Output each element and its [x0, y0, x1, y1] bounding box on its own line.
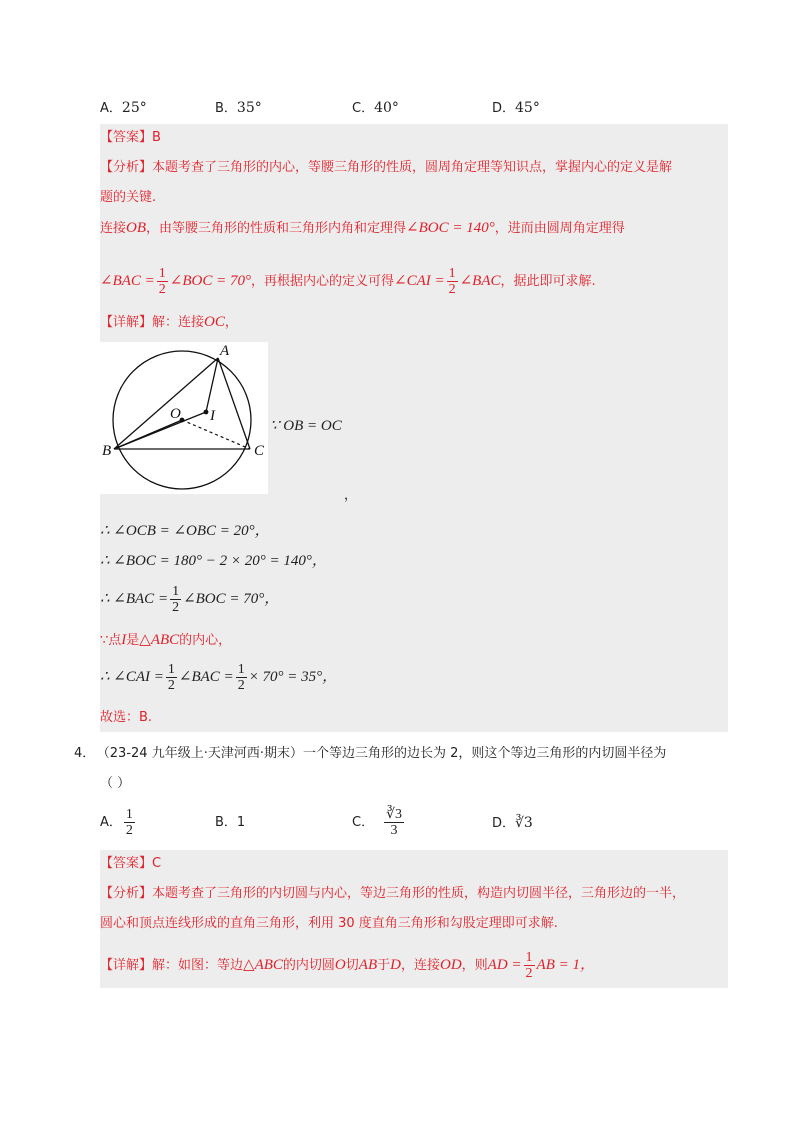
- q3-conclusion: [100, 708, 152, 728]
- analysis-tag: 【分析】: [100, 886, 153, 901]
- fraction-half: [166, 662, 177, 693]
- fraction-half: [447, 266, 458, 297]
- frac-num: 1: [167, 662, 175, 677]
- q3-step-5: [100, 660, 337, 695]
- frac-num: 1: [237, 662, 245, 677]
- math-step: ∠BOC = 70°，: [183, 591, 280, 607]
- frac-num: ∛3: [386, 807, 402, 822]
- fraction-half: [236, 662, 247, 693]
- q3-analysis-line-2: [100, 188, 156, 208]
- q4-option-c: [352, 804, 406, 842]
- detail-tag: 【详解】: [100, 958, 153, 973]
- text: ，由等腰三角形的性质和三角形内角和定理得: [146, 221, 407, 236]
- q3-option-d: [492, 98, 540, 119]
- math-step: × 70° = 35°，: [248, 669, 338, 685]
- analysis-text: 本题考查了三角形的内切圆与内心，等边三角形的性质，构造内切圆半径，三角形边的一半，: [152, 886, 686, 901]
- q3-because-ob-oc: [270, 416, 342, 437]
- fraction-half: [157, 266, 168, 297]
- frac-num: 1: [448, 266, 456, 281]
- q4-analysis-line-2: [100, 914, 558, 934]
- q4-option-b: [215, 813, 245, 833]
- q3-analysis-line-1: [100, 158, 672, 178]
- q4-answer-row: [100, 854, 161, 874]
- option-label: D．: [492, 101, 516, 116]
- label-a: A: [220, 343, 230, 359]
- point-i: [204, 410, 209, 415]
- math-o: O: [334, 957, 346, 973]
- q3-option-a: [100, 98, 147, 119]
- q3-option-b: [215, 98, 262, 119]
- math-step: ∴ ∠BAC =: [100, 591, 169, 607]
- math-cai: ∠CAI =: [394, 273, 445, 289]
- text: （ ）: [100, 776, 131, 791]
- q3-step-1: [100, 521, 270, 542]
- math-triangle: △ABC: [243, 957, 283, 973]
- option-value: 35°: [236, 100, 262, 116]
- math-oc: OC: [204, 314, 225, 330]
- segment-ac: [218, 358, 250, 449]
- text: 于: [377, 958, 391, 973]
- math-triangle: △ABC: [139, 632, 180, 648]
- text: 解：连接: [152, 315, 205, 330]
- frac-den: 2: [172, 600, 180, 615]
- option-value: ∛3: [515, 815, 533, 831]
- label-b: B: [102, 443, 112, 459]
- frac-num: 1: [158, 266, 166, 281]
- segment-oc-dashed: [182, 420, 250, 449]
- option-label: B．: [215, 815, 237, 830]
- math-boc-eq: ∠BOC = 140°: [406, 220, 495, 236]
- text: ，: [344, 488, 358, 503]
- text: 是: [126, 633, 140, 648]
- fraction-half: [124, 807, 135, 838]
- text: ，: [224, 315, 238, 330]
- math-ob-oc: ∵ OB = OC: [270, 418, 342, 434]
- option-value: 40°: [374, 100, 399, 116]
- option-value: 25°: [121, 100, 147, 116]
- answer-value: B: [152, 130, 161, 145]
- q3-step-2: [100, 551, 327, 572]
- analysis-text: 圆心和顶点连线形成的直角三角形，利用 30 度直角三角形和勾股定理即可求解.: [100, 916, 558, 931]
- text: ，进而由圆周角定理得: [494, 221, 625, 236]
- option-label: C．: [352, 815, 375, 830]
- question-stem: （23-24 九年级上·天津河西·期末）一个等边三角形的边长为 2，则这个等边三角形的内切圆半径为: [103, 746, 667, 761]
- q3-answer-row: [100, 128, 161, 148]
- q3-step-4: [100, 630, 231, 651]
- math-ab-eq: AB = 1，: [536, 957, 595, 973]
- option-value: 45°: [515, 100, 540, 116]
- text: 解：如图：等边: [152, 958, 244, 973]
- segment-bi: [114, 412, 206, 449]
- detail-tag: 【详解】: [100, 315, 153, 330]
- q4-stem: [74, 744, 666, 764]
- frac-num: 1: [172, 584, 180, 599]
- math-bac: ∠BAC =: [100, 273, 155, 289]
- text: 的内心，: [179, 633, 232, 648]
- q4-option-d: [492, 813, 533, 834]
- fraction-half: [524, 950, 535, 981]
- q3-analysis-line-3: [100, 218, 625, 239]
- text: ∵点: [100, 633, 122, 648]
- frac-den: 2: [167, 678, 175, 693]
- q4-paren: [100, 774, 130, 794]
- circle-triangle-diagram: [100, 342, 268, 494]
- q3-detail-line: [100, 312, 238, 333]
- math-i: I: [121, 632, 127, 648]
- math-boc: ∠BOC = 70°: [169, 273, 251, 289]
- option-label: D．: [492, 816, 516, 831]
- label-i: I: [210, 408, 215, 424]
- frac-den: 2: [158, 282, 166, 297]
- frac-den: 2: [237, 678, 245, 693]
- option-label: A．: [100, 815, 122, 830]
- analysis-text: 题的关键.: [100, 190, 157, 205]
- geometry-figure: [100, 342, 268, 494]
- text: 故选：B.: [100, 710, 153, 725]
- math-bac: ∠BAC: [459, 273, 501, 289]
- option-label: A．: [100, 101, 122, 116]
- option-label: B．: [215, 101, 237, 116]
- frac-den: 2: [448, 282, 456, 297]
- text: ，据此即可求解.: [500, 274, 596, 289]
- q3-option-c: [352, 98, 399, 119]
- math-step: ∴ ∠CAI =: [100, 669, 164, 685]
- text: ，再根据内心的定义可得: [250, 274, 394, 289]
- answer-value: C: [152, 856, 162, 871]
- math-od: OD: [439, 957, 462, 973]
- text: 连接: [100, 221, 127, 236]
- q4-detail-line: [100, 948, 595, 983]
- label-c: C: [254, 443, 265, 459]
- math-ad: AD =: [487, 957, 522, 973]
- frac-den: 2: [525, 966, 533, 981]
- text: ，则: [461, 958, 488, 973]
- question-number: 4．: [74, 746, 96, 761]
- math-step: ∴ ∠BOC = 180° − 2 × 20° = 140°，: [100, 553, 327, 569]
- math-d: D: [390, 957, 401, 973]
- option-label: C．: [352, 101, 375, 116]
- option-value: 1: [236, 815, 246, 830]
- math-step: ∴ ∠OCB = ∠OBC = 20°，: [100, 523, 270, 539]
- answer-tag: 【答案】: [100, 130, 153, 145]
- answer-tag: 【答案】: [100, 856, 153, 871]
- frac-den: 3: [390, 823, 398, 838]
- math-ob: OB: [126, 220, 147, 236]
- label-o: O: [170, 406, 181, 422]
- frac-num: 1: [125, 807, 133, 822]
- q4-option-a: [100, 806, 137, 840]
- fraction-half: [170, 584, 181, 615]
- math-ab: AB: [358, 957, 378, 973]
- math-step: ∠BAC =: [178, 669, 234, 685]
- q3-step-3: [100, 582, 279, 617]
- q3-analysis-line-4: [100, 264, 596, 299]
- frac-num: 1: [525, 950, 533, 965]
- q4-analysis-line-1: [100, 884, 685, 904]
- text: 的内切圆: [282, 958, 335, 973]
- analysis-tag: 【分析】: [100, 160, 153, 175]
- frac-den: 2: [125, 823, 133, 838]
- q3-figure-comma: [344, 486, 357, 506]
- analysis-text: 本题考查了三角形的内心，等腰三角形的性质，圆周角定理等知识点，掌握内心的定义是解: [152, 160, 673, 175]
- segment-ab: [114, 358, 218, 449]
- text: 切: [345, 958, 359, 973]
- text: ，连接: [400, 958, 440, 973]
- fraction-root3-over-3: [384, 807, 404, 838]
